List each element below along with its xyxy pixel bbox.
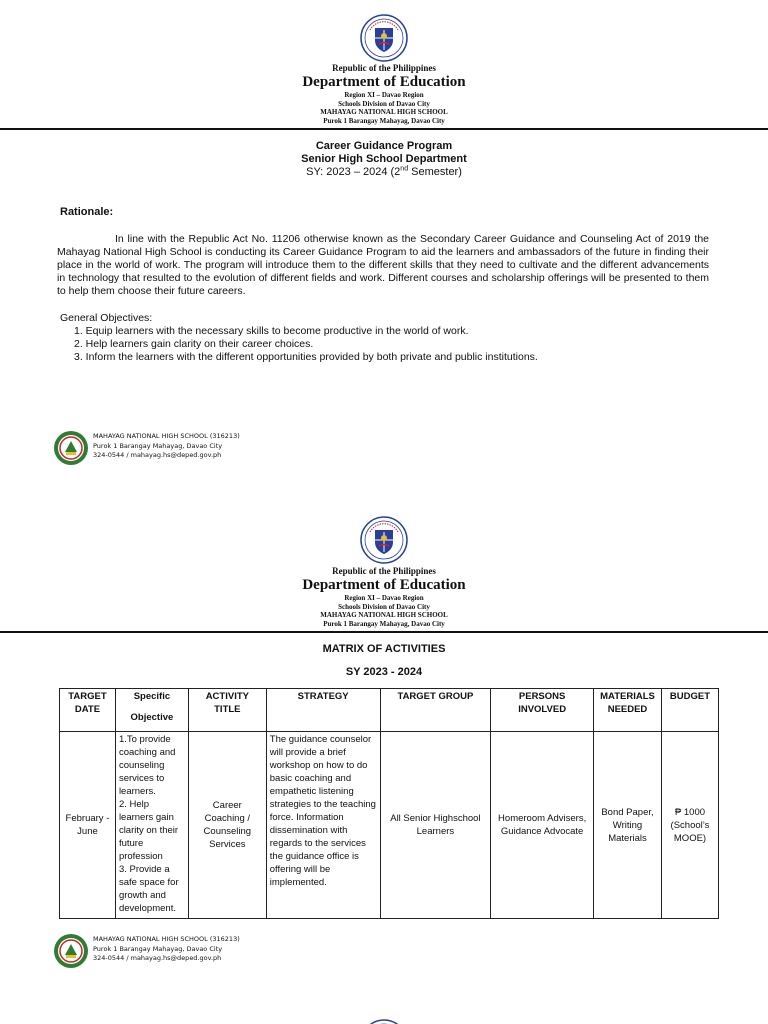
objectives-heading: General Objectives: — [60, 312, 153, 324]
school-address: Purok 1 Barangay Mahayag, Davao City — [323, 619, 445, 628]
header-budget: BUDGET — [661, 689, 718, 732]
department-title: Department of Education — [302, 577, 466, 593]
footer-contact: 324-0544 / mahayag.hs@deped.gov.ph — [93, 954, 222, 962]
footer-text — [93, 432, 240, 461]
program-title: Career Guidance Program — [315, 140, 453, 152]
letterhead — [0, 566, 768, 628]
school-logo-icon — [53, 933, 89, 969]
table-row — [60, 732, 719, 919]
cell-objective: 1.To provide coaching and counseling services to learners. 2. Help learners gain clarity on their future profession 3. Provide a safe space for growth and development. — [115, 732, 188, 919]
cell-strategy: The guidance counselor will provide a brief workshop on how to do basic coaching and empathetic listening strategies to the teaching force. Information dissemination with regards to the services the guidance office is offering will be implemented. — [266, 732, 380, 919]
objective-item: 2. Help learners gain clarity on their career choices. — [74, 338, 314, 350]
page-footer — [53, 933, 353, 969]
letterhead — [0, 63, 768, 125]
republic-text: Republic of the Philippines — [332, 63, 436, 73]
footer-contact: 324-0544 / mahayag.hs@deped.gov.ph — [93, 451, 222, 459]
header-strategy: STRATEGY — [266, 689, 380, 732]
header-materials-needed: MATERIALS NEEDED — [594, 689, 662, 732]
division-text: Schools Division of Davao City — [338, 602, 430, 611]
footer-school: MAHAYAG NATIONAL HIGH SCHOOL (316213) — [93, 432, 240, 440]
cell-materials: Bond Paper, Writing Materials — [594, 732, 662, 919]
footer-school: MAHAYAG NATIONAL HIGH SCHOOL (316213) — [93, 935, 240, 943]
rationale-body: In line with the Republic Act No. 11206 otherwise known as the Secondary Career Guidance and Counseling Act of 2019 the Mahayag National High School is conducting its Career Guidance Program to aid the learners and ambassadors of the future in finding their place in the world of work. The program will introduce them to the different skills that they need to cultivate and the different advancements in technology that resulted to the evolution of different fields and work. Different courses and scholarship offerings will be presented to them to help them choose their future careers. — [57, 233, 709, 297]
school-logo-icon — [53, 430, 89, 466]
header-target-group: TARGET GROUP — [380, 689, 491, 732]
activities-table — [59, 688, 719, 919]
header-specific-objective: Specific Objective — [115, 689, 188, 732]
deped-seal-icon — [360, 14, 408, 62]
division-text: Schools Division of Davao City — [338, 99, 430, 108]
objective-item: 3. Inform the learners with the different opportunities provided by both private and public institutions. — [74, 351, 538, 363]
header-divider — [0, 631, 768, 633]
header-activity-title: ACTIVITY TITLE — [188, 689, 266, 732]
footer-address: Purok 1 Barangay Mahayag, Davao City — [93, 441, 223, 450]
page-2 — [0, 503, 768, 973]
school-name: MAHAYAG NATIONAL HIGH SCHOOL — [320, 611, 448, 619]
cell-target-date: February - June — [60, 732, 116, 919]
program-title-block — [0, 140, 768, 179]
school-name: MAHAYAG NATIONAL HIGH SCHOOL — [320, 108, 448, 116]
page-footer — [53, 430, 353, 466]
page-3 — [0, 1012, 768, 1024]
table-header-row — [60, 689, 719, 732]
matrix-title: MATRIX OF ACTIVITIES — [322, 643, 446, 655]
program-department: Senior High School Department — [301, 153, 467, 165]
cell-budget: ₱ 1000 (School’s MOOE) — [661, 732, 718, 919]
cell-activity: Career Coaching / Counseling Services — [188, 732, 266, 919]
region-text: Region XI – Davao Region — [344, 594, 424, 602]
republic-text: Republic of the Philippines — [332, 566, 436, 576]
footer-text — [93, 935, 240, 964]
header-target-date: TARGET DATE — [60, 689, 116, 732]
rationale-heading: Rationale: — [60, 206, 114, 218]
objectives-list — [74, 325, 538, 364]
cell-persons: Homeroom Advisers, Guidance Advocate — [491, 732, 594, 919]
matrix-sy: SY 2023 - 2024 — [345, 666, 423, 678]
footer-address: Purok 1 Barangay Mahayag, Davao City — [93, 944, 223, 953]
school-address: Purok 1 Barangay Mahayag, Davao City — [323, 116, 445, 125]
region-text: Region XI – Davao Region — [344, 91, 424, 99]
cell-target-group: All Senior Highschool Learners — [380, 732, 491, 919]
header-persons-involved: PERSONS INVOLVED — [491, 689, 594, 732]
header-divider — [0, 128, 768, 130]
objective-item: 1. Equip learners with the necessary skills to become productive in the world of work. — [74, 325, 469, 337]
program-sy: SY: 2023 – 2024 (2nd Semester) — [306, 165, 462, 178]
deped-seal-icon — [360, 516, 408, 564]
department-title: Department of Education — [302, 74, 466, 90]
deped-seal-icon — [360, 1019, 408, 1024]
page-1 — [0, 0, 768, 500]
